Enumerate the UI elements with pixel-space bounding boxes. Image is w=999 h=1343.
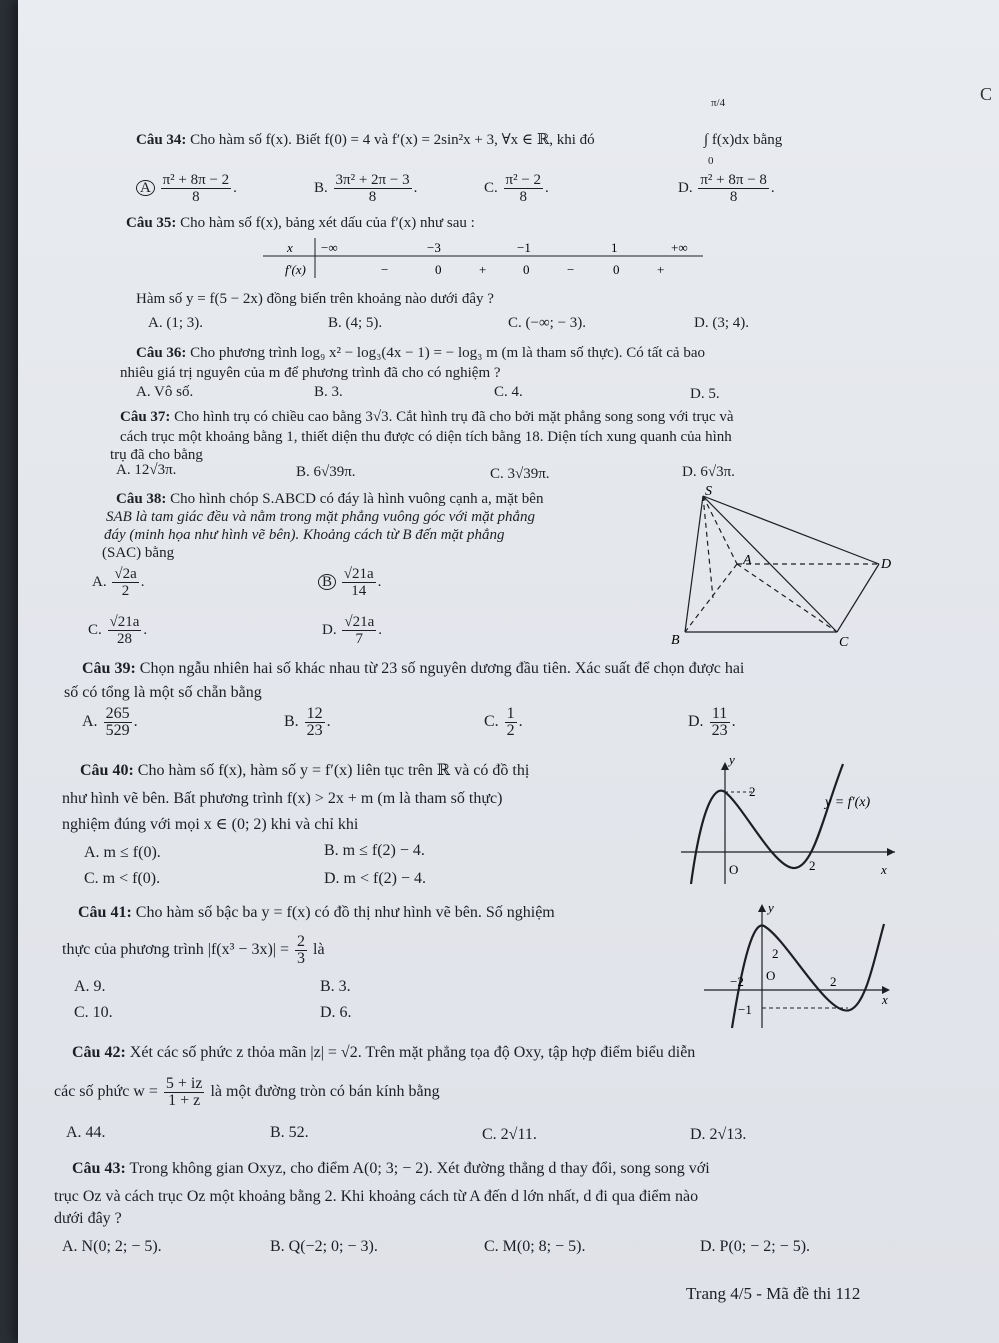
q35-option-c: C. (−∞; − 3).: [508, 315, 587, 331]
graph-y-neg1: −1: [738, 1002, 752, 1017]
q40-option-a: A. m ≤ f(0).: [84, 844, 161, 861]
q34-option-a-num: π² + 8π − 2: [162, 172, 230, 188]
q36-option-b: B. 3.: [314, 384, 343, 400]
q36-text: [136, 344, 705, 362]
q38-option-b-num: √21a: [343, 566, 374, 582]
q39-option-d: D. $\frac{11}{23}$ .: [688, 705, 736, 739]
table-f-zero3: 0: [613, 262, 620, 277]
q38-option-a-den: 2: [121, 583, 130, 599]
q41-option-b: B. 3.: [320, 978, 351, 995]
q38-option-a-key: A.: [92, 573, 107, 590]
q34-stem: Cho hàm số f(x). Biết f(0) = 4 và f′(x) = 2sin²x + 3, ∀x ∈ ℝ, khi đó: [190, 132, 595, 148]
graph-fname: y = f′(x): [825, 795, 871, 810]
q42-label: Câu 42:: [72, 1044, 126, 1061]
edge-sb: [685, 496, 703, 632]
q38-option-d-key: D.: [322, 621, 337, 638]
q34-option-c-num: π² − 2: [505, 172, 542, 188]
table-x-minf: −∞: [321, 240, 338, 255]
q39-option-c-key: C.: [484, 713, 499, 731]
q38-option-d-num: √21a: [344, 614, 375, 630]
q38-text: [116, 490, 543, 508]
q39-line1: Chọn ngẫu nhiên hai số khác nhau từ 23 số nguyên dương đầu tiên. Xác suất để chọn được hai: [139, 660, 745, 677]
q43-line2: trục Oz và cách trục Oz một khoảng bằng 2. Khi khoảng cách từ A đến d lớn nhất, d đi qua điểm nào: [54, 1188, 699, 1205]
q43-option-a: A. N(0; 2; − 5).: [62, 1238, 162, 1255]
q39-option-d-num: 11: [710, 706, 730, 723]
y-axis-arrow: [721, 762, 729, 770]
table-f-sign3: −: [567, 262, 575, 277]
q38-pyramid-figure: [653, 482, 893, 654]
table-f-label: f′(x): [285, 262, 306, 277]
q38-option-b-key: B: [318, 574, 336, 590]
q42-line2a: các số phức w =: [54, 1083, 158, 1101]
q41-cubic-graph: [698, 900, 898, 1030]
q40-label: Câu 40:: [80, 762, 134, 779]
q40-derivative-graph: [673, 756, 903, 886]
q38-option-a-num: √2a: [114, 566, 137, 582]
q41-line2a: thực của phương trình |f(x³ − 3x)| =: [62, 941, 290, 959]
q34-option-d-num: π² + 8π − 8: [700, 172, 767, 188]
graph-origin: O: [729, 862, 739, 877]
q36-label: Câu 36:: [136, 345, 187, 361]
q39-option-a-num: 265: [105, 705, 130, 722]
q39-label: Câu 39:: [82, 660, 136, 677]
x-axis-arrow: [887, 848, 895, 856]
q34-option-d: D. $\frac{\text{π² + 8π − 8}}{8}$ .: [678, 172, 775, 205]
q41-line2b: là: [313, 941, 325, 959]
q39-line2: số có tổng là một số chẵn bằng: [64, 684, 262, 701]
q43-line1: Trong không gian Oxyz, cho điểm A(0; 3; − 2). Xét đường thẳng d thay đổi, song song với: [129, 1160, 710, 1177]
q41-option-a: A. 9.: [74, 978, 106, 995]
q36-line1: Cho phương trình log₉ x² − log₃(4x − 1) = − log₃ m (m là tham số thực). Có tất cả bao: [190, 345, 705, 361]
height-line: [703, 496, 713, 598]
label-c: C: [839, 635, 849, 650]
table-f-zero1: 0: [435, 262, 442, 277]
q35-text: [126, 214, 475, 232]
q34-option-a: A $\frac{\text{π² + 8π − 2}}{8}$ .: [136, 172, 237, 205]
q35-stem: Cho hàm số f(x), bảng xét dấu của f′(x) như sau :: [180, 215, 475, 231]
q36-line2: nhiêu giá trị nguyên của m để phương trình đã cho có nghiệm ?: [120, 365, 501, 381]
label-b: B: [671, 633, 680, 648]
q42-option-d: D. 2√13.: [690, 1126, 747, 1143]
q40-text: [80, 762, 529, 780]
q34-option-b-key: B: [314, 179, 325, 196]
q34-option-a-den: 8: [192, 189, 200, 205]
table-x-pinf: +∞: [671, 240, 688, 255]
cubic-curve: [732, 924, 884, 1028]
q36-option-c: C. 4.: [494, 384, 523, 400]
edge-cd: [837, 564, 879, 632]
graph-x-two: 2: [830, 974, 837, 989]
q35-option-a: A. (1; 3).: [148, 315, 203, 331]
q43-line3: dưới đây ?: [54, 1210, 122, 1227]
fprime-curve: [691, 764, 843, 884]
q43-label: Câu 43:: [72, 1160, 126, 1177]
table-x-label: x: [287, 240, 293, 255]
page-footer: Trang 4/5 - Mã đề thi 112: [686, 1284, 861, 1303]
q34-upper-limit: π/4: [711, 97, 726, 109]
q41-option-d: D. 6.: [320, 1004, 352, 1021]
q37-line2: cách trục một khoảng bằng 1, thiết diện thu được có diện tích bằng 18. Diện tích xung quanh của hình: [120, 429, 732, 445]
q42-option-a: A. 44.: [66, 1124, 106, 1141]
table-x-one: 1: [611, 240, 618, 255]
q39-option-b-num: 12: [306, 705, 323, 722]
graph-y-label: y: [729, 756, 735, 767]
q34-option-b-num: 3π² + 2π − 3: [335, 172, 410, 188]
q37-line3: trụ đã cho bằng: [110, 447, 203, 463]
q34-label: Câu 34:: [136, 132, 187, 148]
q39-option-b-key: B.: [284, 713, 299, 731]
q35-option-d: D. (3; 4).: [694, 315, 749, 331]
q41-frac-den: 3: [297, 950, 306, 967]
table-x-neg3: −3: [427, 240, 441, 255]
q34-option-c-den: 8: [519, 189, 528, 205]
q34-integral: ∫ f(x)dx bằng: [704, 132, 783, 148]
q35-label: Câu 35:: [126, 215, 177, 231]
q41-frac-num: 2: [297, 933, 306, 950]
edge-sd: [703, 496, 879, 564]
q39-option-b: B. $\frac{12}{23}$ .: [284, 705, 331, 739]
q35-sign-table: [263, 236, 713, 282]
q42-text: [72, 1044, 695, 1062]
q40-option-d: D. m < f(2) − 4.: [324, 870, 427, 887]
q38-option-b-den: 14: [351, 583, 367, 599]
q40-line1: Cho hàm số f(x), hàm số y = f′(x) liên tục trên ℝ và có đồ thị: [137, 762, 530, 779]
q34-option-b-den: 8: [368, 189, 377, 205]
table-f-sign4: +: [657, 262, 665, 277]
graph-origin: O: [766, 968, 776, 983]
q39-option-a-den: 529: [105, 722, 130, 739]
q38-line4: (SAC) bằng: [102, 545, 175, 561]
graph-x-label: x: [882, 992, 888, 1007]
q39-option-a-key: A.: [82, 713, 98, 731]
q34-text: [136, 131, 595, 149]
q42-option-c: C. 2√11.: [482, 1126, 537, 1143]
q37-option-b: B. 6√39π.: [296, 464, 356, 480]
label-s: S: [705, 484, 712, 499]
corner-mark: C: [980, 84, 993, 104]
table-f-zero2: 0: [523, 262, 530, 277]
q34-option-d-key: D: [678, 179, 689, 196]
graph-x-neg2: −2: [730, 974, 744, 989]
q40-line3: nghiệm đúng với mọi x ∈ (0; 2) khi và chỉ khi: [62, 816, 359, 833]
q43-text: [72, 1160, 710, 1178]
label-d: D: [881, 557, 892, 572]
q42-option-b: B. 52.: [270, 1124, 309, 1141]
q38-line1: Cho hình chóp S.ABCD có đáy là hình vuông cạnh a, mặt bên: [170, 491, 544, 507]
q42-line2b: là một đường tròn có bán kính bằng: [210, 1083, 440, 1101]
q37-text: [120, 408, 734, 426]
q40-option-c: C. m < f(0).: [84, 870, 161, 887]
q38-option-c-num: √21a: [109, 614, 140, 630]
q38-option-d: D. $\frac{√21a}{7}$ .: [322, 614, 382, 647]
graph-x-two: 2: [809, 858, 816, 873]
q35-option-b: B. (4; 5).: [328, 315, 383, 331]
q38-option-b: B $\frac{√21a}{14}$ .: [318, 566, 381, 599]
q42-line2: [54, 1076, 440, 1109]
label-a: A: [743, 553, 752, 568]
q34-option-c-key: C: [484, 179, 495, 196]
table-f-sign2: +: [479, 262, 487, 277]
q34-option-d-den: 8: [729, 189, 738, 205]
q38-line3: đáy (minh họa như hình vẽ bên). Khoảng cách từ B đến mặt phẳng: [104, 527, 505, 543]
graph-y-label: y: [768, 900, 774, 915]
q38-option-c-key: C.: [88, 621, 102, 638]
q34-lower-limit: 0: [708, 155, 714, 167]
graph-y-two: 2: [749, 784, 756, 799]
q43-option-c: C. M(0; 8; − 5).: [484, 1238, 586, 1255]
q42-line1: Xét các số phức z thỏa mãn |z| = √2. Trên mặt phẳng tọa độ Oxy, tập hợp điểm biểu diễn: [129, 1044, 696, 1061]
edge-sc: [703, 496, 837, 632]
q39-option-d-key: D.: [688, 713, 704, 731]
q39-option-c-num: 1: [506, 705, 515, 722]
edge-ac: [737, 564, 837, 632]
graph-x-label: x: [881, 862, 887, 877]
q36-option-d: D. 5.: [690, 386, 720, 402]
q39-option-c: C. $\frac{1}{2}$ .: [484, 705, 523, 739]
q39-option-d-den: 23: [711, 722, 728, 739]
q38-option-a: A. $\frac{√2a}{2}$ .: [92, 566, 145, 599]
q38-option-c: C. $\frac{√21a}{28}$ .: [88, 614, 148, 647]
q37-label: Câu 37:: [120, 409, 171, 425]
q41-line2: [62, 934, 325, 967]
q39-option-a: A. $\frac{265}{529}$ .: [82, 705, 138, 739]
q35-question: Hàm số y = f(5 − 2x) đồng biến trên khoảng nào dưới đây ?: [136, 291, 494, 307]
q39-option-c-den: 2: [506, 722, 515, 739]
q34-option-a-key: A: [136, 180, 155, 196]
exam-page: [18, 0, 999, 1343]
y-axis-arrow: [758, 904, 766, 912]
q40-line2: như hình vẽ bên. Bất phương trình f(x) > 2x + m (m là tham số thực): [62, 790, 503, 807]
q37-option-a: A. 12√3π.: [116, 462, 177, 478]
q42-frac-num: 5 + iz: [165, 1075, 203, 1092]
q38-line2: SAB là tam giác đều và nằm trong mặt phẳng vuông góc với mặt phẳng: [106, 509, 536, 525]
q37-line1: Cho hình trụ có chiều cao bằng 3√3. Cắt hình trụ đã cho bởi mặt phẳng song song với trục và: [174, 409, 734, 425]
graph-y-two: 2: [772, 946, 779, 961]
q38-option-c-den: 28: [116, 631, 132, 647]
q43-option-d: D. P(0; − 2; − 5).: [700, 1238, 811, 1255]
q43-option-b: B. Q(−2; 0; − 3).: [270, 1238, 378, 1255]
table-f-sign1: −: [381, 262, 389, 277]
q41-text: [78, 904, 555, 922]
q42-frac-den: 1 + z: [168, 1092, 201, 1109]
q38-option-d-den: 7: [355, 631, 364, 647]
q39-text: [82, 660, 744, 678]
q41-option-c: C. 10.: [74, 1004, 113, 1021]
q37-option-d: D. 6√3π.: [682, 464, 735, 480]
q39-option-b-den: 23: [306, 722, 323, 739]
q41-label: Câu 41:: [78, 904, 132, 921]
q34-option-b: B. $\frac{\text{3π² + 2π − 3}}{8}$ .: [314, 172, 418, 205]
q34-option-c: C. $\frac{\text{π² − 2}}{8}$ .: [484, 172, 549, 205]
q36-option-a: A. Vô số.: [136, 384, 194, 400]
q38-label: Câu 38:: [116, 491, 167, 507]
q37-option-c: C. 3√39π.: [490, 466, 550, 482]
q41-line1: Cho hàm số bậc ba y = f(x) có đồ thị như hình vẽ bên. Số nghiệm: [135, 904, 555, 921]
table-x-neg1: −1: [517, 240, 531, 255]
q40-option-b: B. m ≤ f(2) − 4.: [324, 842, 425, 859]
